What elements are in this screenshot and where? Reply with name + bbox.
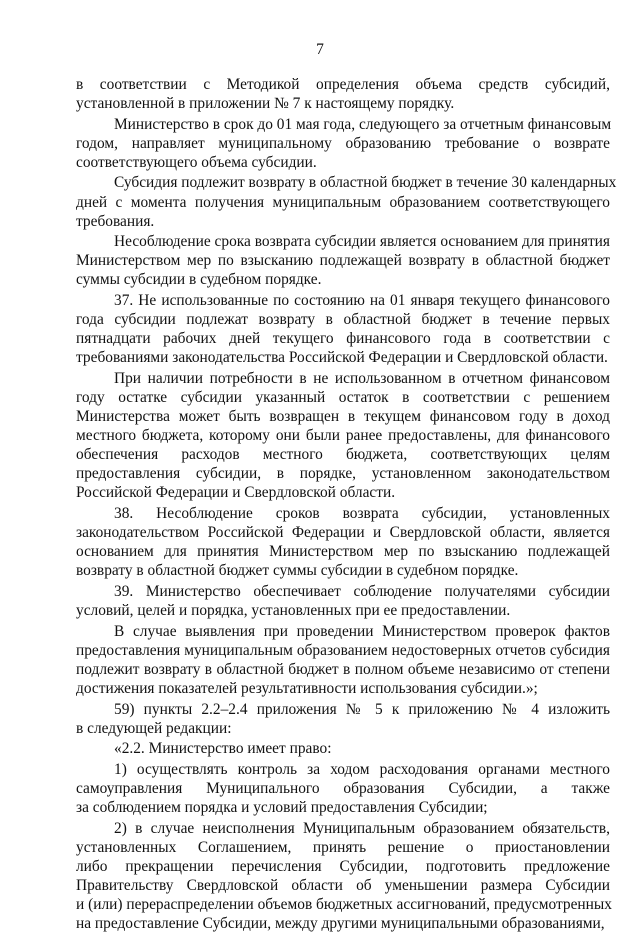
paragraph-line: предоставления муниципальным образованием недостоверных отчетов субсидия xyxy=(76,641,610,659)
paragraph-line: дней с момента получения муниципальным образованием соответствующего xyxy=(76,193,610,211)
paragraph-line: Правительству Свердловской области об уменьшении размера Субсидии xyxy=(76,876,610,894)
paragraph-line: за соблюдением порядка и условий предоставления Субсидии; xyxy=(76,798,488,816)
paragraph-line: году остатке субсидии указанный остаток в соответствии с решением xyxy=(76,389,610,406)
paragraph xyxy=(76,173,617,230)
paragraph-line: годом, направляет муниципальному образованию требование о возврате xyxy=(76,134,610,152)
paragraph-line: Министерства может быть возвращен в текущем финансовом году в доход xyxy=(76,408,610,426)
paragraph-line: подлежит возврату в областной бюджет в полном объеме независимо от степени xyxy=(76,660,610,678)
paragraph xyxy=(76,700,610,738)
paragraph xyxy=(76,582,610,620)
paragraph-line: самоуправления Муниципального образования Субсидии, а также xyxy=(76,779,610,797)
paragraph-line: на предоставление Субсидии, между другими муниципальными образованиями, xyxy=(76,915,605,933)
paragraph xyxy=(76,760,610,817)
paragraph-line: основанием для принятия Министерством мер по взысканию подлежащей xyxy=(76,543,610,561)
paragraph xyxy=(76,504,610,580)
page-number: 7 xyxy=(316,41,324,58)
paragraph-line: Министерство в срок до 01 мая года, следующего за отчетным финансовым xyxy=(114,115,612,133)
paragraph-line: года субсидии подлежат возврату в областной бюджет в течение первых xyxy=(76,311,610,329)
paragraph-line: 39. Министерство обеспечивает соблюдение получателями субсидии xyxy=(114,582,610,600)
paragraph-line: суммы субсидии в судебном порядке. xyxy=(76,271,322,289)
paragraph-line: соответствующего объема субсидии. xyxy=(76,153,317,171)
paragraph-line: Министерством мер по взысканию подлежащей возврату в областной бюджет xyxy=(76,252,610,270)
document-body xyxy=(76,75,617,935)
paragraph-line: 37. Не использованные по состоянию на 01 января текущего финансового xyxy=(114,292,610,310)
paragraph-line: 1) осуществлять контроль за ходом расходования органами местного xyxy=(114,760,610,778)
paragraph xyxy=(76,622,610,698)
paragraph-line: Российской Федерации и Свердловской области. xyxy=(76,484,396,502)
paragraph-line: 2) в случае неисполнения Муниципальным образованием обязательств, xyxy=(114,819,610,837)
paragraph-line: в следующей редакции: xyxy=(76,719,232,737)
paragraph-line: Субсидия подлежит возврату в областной бюджет в течение 30 календарных xyxy=(114,174,617,192)
paragraph xyxy=(76,819,610,934)
paragraph-line: требованиями законодательства Российской Федерации и Свердловской области. xyxy=(76,349,608,367)
paragraph-line: установленных Соглашением, принять решение о приостановлении xyxy=(76,838,610,856)
paragraph-line: При наличии потребности в не использованном в отчетном финансовом xyxy=(114,369,610,387)
paragraph-line: обеспечения расходов местного бюджета, соответствующих целям xyxy=(76,446,610,464)
paragraph xyxy=(76,291,610,367)
paragraph-line: 59) пункты 2.2–2.4 приложения № 5 к приложению № 4 изложить xyxy=(114,700,610,718)
paragraph xyxy=(76,369,610,503)
paragraph-line: либо прекращении перечисления Субсидии, подготовить предложение xyxy=(76,857,610,875)
paragraph xyxy=(76,115,610,172)
paragraph-line: В случае выявления при проведении Министерством проверок фактов xyxy=(114,622,610,640)
paragraph-line: местного бюджета, которому они были ранее предоставлены, для финансового xyxy=(76,427,610,445)
paragraph-line: «2.2. Министерство имеет право: xyxy=(114,740,332,758)
paragraph xyxy=(76,739,610,758)
paragraph-line: 38. Несоблюдение сроков возврата субсидии, установленных xyxy=(114,505,610,523)
paragraph-line: возврату в областной бюджет суммы субсидии в судебном порядке. xyxy=(76,562,519,580)
paragraph-line: предоставления субсидии, в порядке, установленном законодательством xyxy=(76,465,610,483)
paragraph-line: пятнадцати рабочих дней текущего финансового года в соответствии с xyxy=(76,330,610,348)
paragraph-line: установленной в приложении № 7 к настоящему порядку. xyxy=(76,95,455,113)
paragraph-line: Несоблюдение срока возврата субсидии является основанием для принятия xyxy=(114,233,610,251)
paragraph-line: законодательством Российской Федерации и Свердловской области, является xyxy=(76,524,610,542)
paragraph xyxy=(76,232,610,289)
paragraph-line: требования. xyxy=(76,212,155,230)
paragraph-line: в соответствии с Методикой определения объема средств субсидий, xyxy=(76,76,610,93)
paragraph-line: достижения показателей результативности использования субсидии.»; xyxy=(76,679,538,697)
paragraph-line: и (или) перераспределении объемов бюджетных ассигнований, предусмотренных xyxy=(76,895,612,913)
paragraph-line: условий, целей и порядка, установленных при ее предоставлении. xyxy=(76,602,511,620)
paragraph xyxy=(76,75,610,113)
